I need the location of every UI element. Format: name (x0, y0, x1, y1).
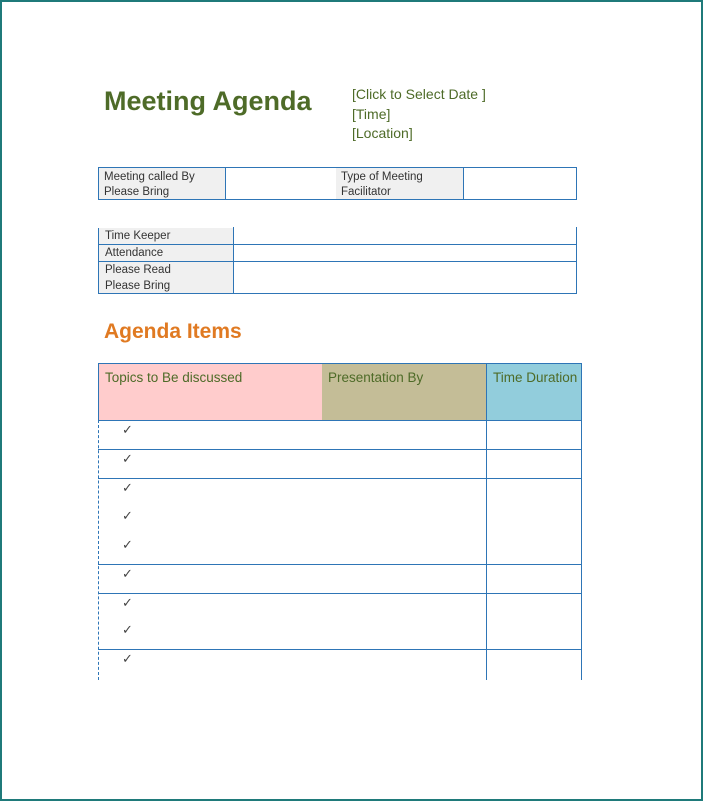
row-divider (98, 261, 577, 262)
type-of-meeting-label: Type of Meeting (341, 171, 423, 183)
time-keeper-label: Time Keeper (98, 228, 233, 244)
date-field[interactable]: [Click to Select Date ] (352, 86, 486, 102)
please-read-label: Please Read (105, 264, 171, 276)
location-field[interactable]: [Location] (352, 125, 413, 141)
check-icon[interactable]: ✓ (122, 623, 133, 638)
type-of-meeting-value[interactable] (464, 168, 576, 199)
please-bring-label: Please Bring (104, 186, 170, 198)
check-icon[interactable]: ✓ (122, 652, 133, 667)
table-right-border (581, 420, 582, 680)
meeting-called-by-value[interactable] (226, 168, 336, 199)
row-divider (98, 478, 582, 479)
check-icon[interactable]: ✓ (122, 423, 133, 438)
info-right-labels (336, 168, 464, 199)
page-title: Meeting Agenda (104, 86, 312, 116)
check-icon[interactable]: ✓ (122, 567, 133, 582)
roles-table (98, 227, 577, 294)
check-icon[interactable]: ✓ (122, 509, 133, 524)
attendance-label: Attendance (98, 245, 233, 261)
table-right-border (576, 227, 577, 294)
time-column-divider (486, 420, 487, 680)
time-duration-column-header (486, 363, 582, 420)
meeting-info-table (98, 167, 577, 200)
check-icon[interactable]: ✓ (122, 481, 133, 496)
row-divider (98, 293, 577, 294)
read-bring-labels (98, 262, 233, 294)
facilitator-label: Facilitator (341, 186, 391, 198)
row-divider (98, 420, 582, 421)
time-duration-label: Time Duration (493, 370, 578, 385)
please-bring-label-2: Please Bring (105, 280, 171, 292)
check-icon[interactable]: ✓ (122, 596, 133, 611)
time-field[interactable]: [Time] (352, 106, 391, 122)
check-icon[interactable]: ✓ (122, 538, 133, 553)
info-left-labels (99, 168, 226, 199)
table-left-border (98, 420, 100, 680)
row-divider (98, 244, 577, 245)
topics-column-header: Topics to Be discussed (98, 363, 322, 420)
row-divider (98, 564, 582, 565)
row-divider (98, 449, 582, 450)
presentation-column-header: Presentation By (322, 363, 486, 420)
agenda-section-title: Agenda Items (104, 320, 242, 343)
agenda-table (98, 363, 582, 680)
row-divider (98, 593, 582, 594)
row-divider (98, 649, 582, 650)
meeting-called-by-label: Meeting called By (104, 171, 195, 183)
column-divider (233, 227, 234, 294)
check-icon[interactable]: ✓ (122, 452, 133, 467)
